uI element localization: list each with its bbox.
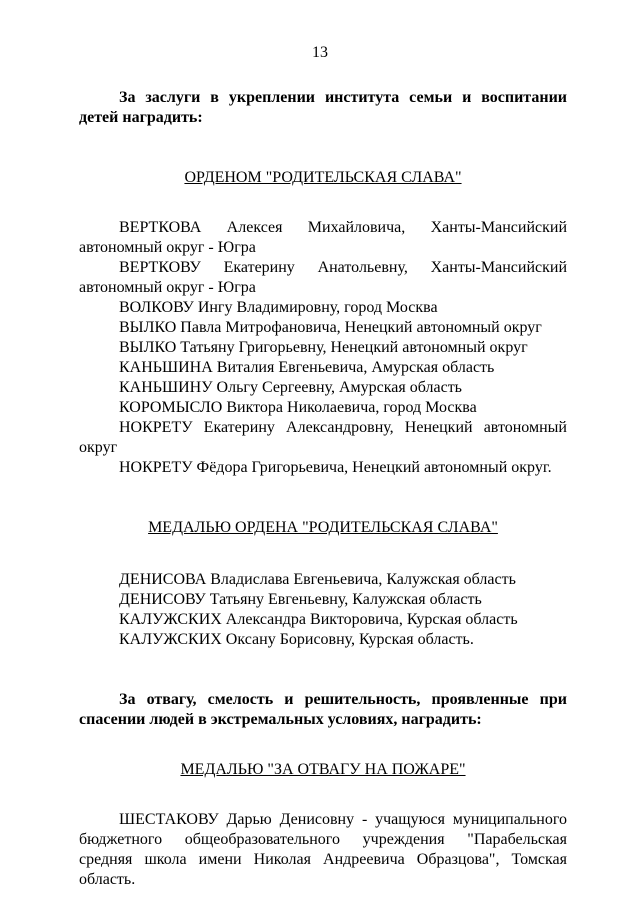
section-3-intro: За отвагу, смелость и решительность, проявленные при спасении людей в экстремальных условиях, наградить: [79, 691, 567, 728]
recipient-entry: ВЫЛКО Татьяну Григорьевну, Ненецкий автономный округ [119, 339, 528, 356]
recipient-entry: НОКРЕТУ Фёдора Григорьевича, Ненецкий автономный округ. [119, 459, 552, 476]
section-1-recipient-list [79, 218, 567, 478]
section-1-award-heading: ОРДЕНОМ "РОДИТЕЛЬСКАЯ СЛАВА" [184, 169, 462, 186]
recipient-entry: НОКРЕТУ Екатерину Александровну, Ненецкий автономный округ [79, 419, 567, 456]
recipient-entry: ДЕНИСОВА Владислава Евгеньевича, Калужская область [119, 571, 516, 588]
section-2-award-heading: МЕДАЛЬЮ ОРДЕНА "РОДИТЕЛЬСКАЯ СЛАВА" [148, 519, 498, 536]
section-1-intro: За заслуги в укреплении института семьи и воспитании детей наградить: [79, 89, 567, 126]
section-2-recipient-list [79, 570, 567, 650]
recipient-entry: ВОЛКОВУ Ингу Владимировну, город Москва [119, 299, 438, 316]
recipient-entry: ВЫЛКО Павла Митрофановича, Ненецкий автономный округ [119, 319, 542, 336]
recipient-entry: КАНЬШИНУ Ольгу Сергеевну, Амурская область [119, 379, 462, 396]
recipient-entry: ДЕНИСОВУ Татьяну Евгеньевну, Калужская область [119, 591, 482, 608]
recipient-entry: КАЛУЖСКИХ Оксану Борисовну, Курская область. [119, 631, 474, 648]
recipient-entry: КОРОМЫСЛО Виктора Николаевича, город Москва [119, 399, 477, 416]
recipient-entry: КАЛУЖСКИХ Александра Викторовича, Курская область [119, 611, 518, 628]
section-3-award-heading: МЕДАЛЬЮ "ЗА ОТВАГУ НА ПОЖАРЕ" [180, 761, 466, 778]
section-3-recipient-list [79, 810, 567, 890]
recipient-entry: КАНЬШИНА Виталия Евгеньевича, Амурская область [119, 359, 495, 376]
recipient-entry: ВЕРТКОВА Алексея Михайловича, Ханты-Мансийский автономный округ - Югра [79, 219, 567, 256]
page-number: 13 [312, 44, 328, 61]
recipient-entry: ШЕСТАКОВУ Дарью Денисовну - учащуюся муниципального бюджетного общеобразовательного учреждения "Парабельская средняя школа имени Николая Андреевича Образцова", Томская область. [79, 811, 567, 888]
document-body [79, 88, 567, 890]
recipient-entry: ВЕРТКОВУ Екатерину Анатольевну, Ханты-Мансийский автономный округ - Югра [79, 259, 567, 296]
